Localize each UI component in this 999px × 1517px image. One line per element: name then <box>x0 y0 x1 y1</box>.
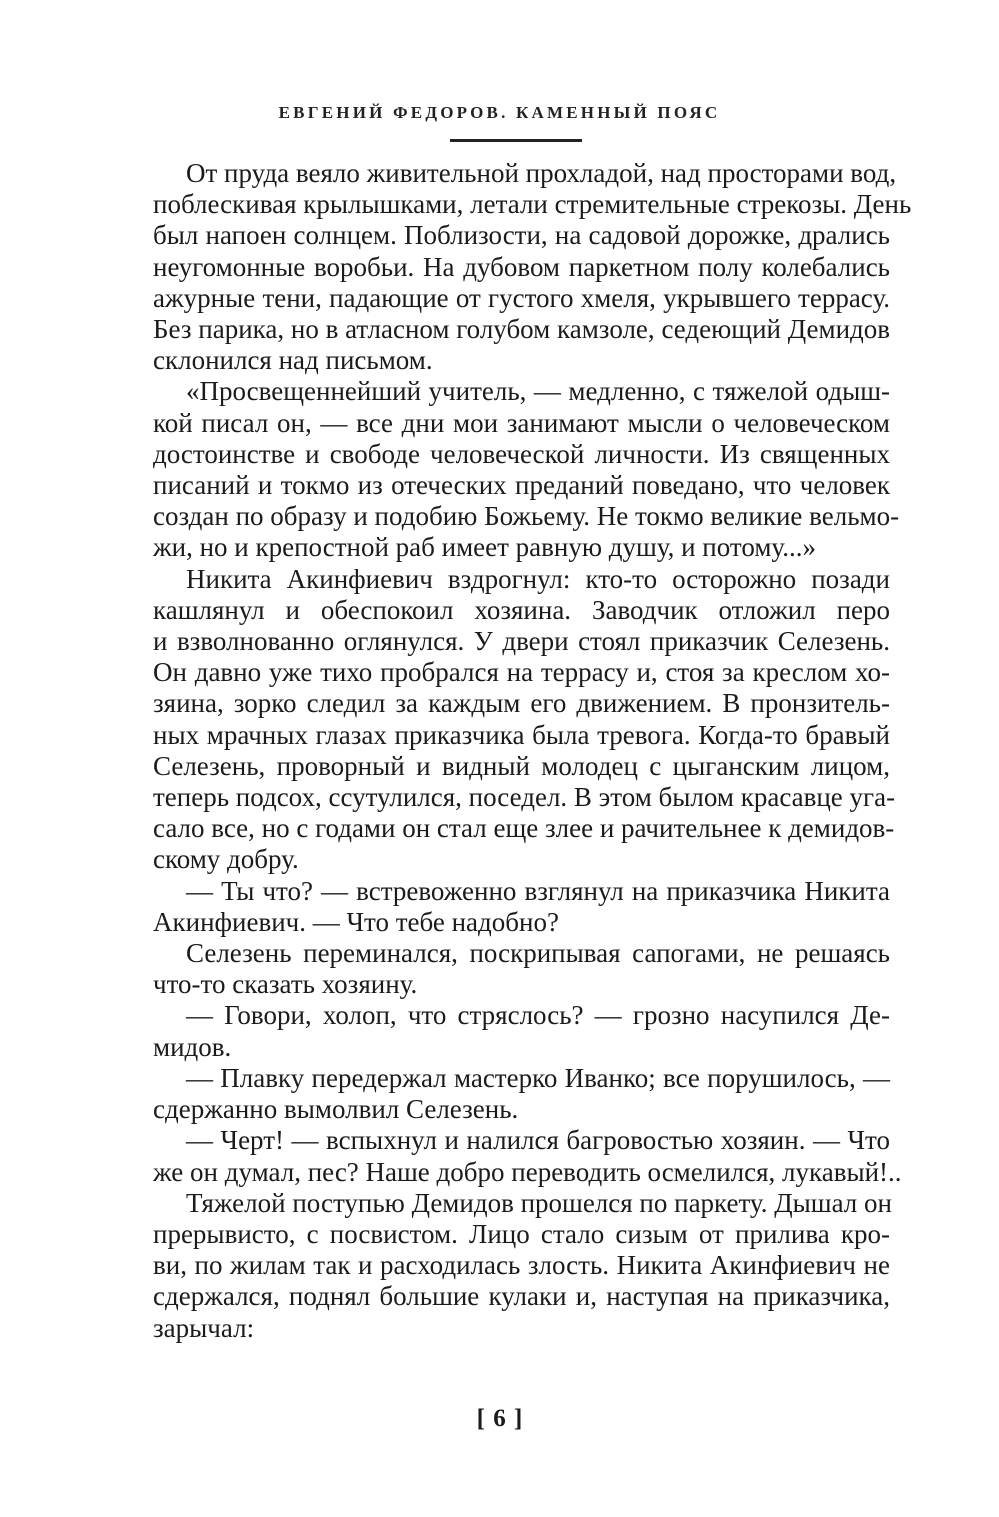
text-line: и взволнованно оглянулся. У двери стоял приказчик Селезень. <box>153 626 890 657</box>
text-line: был напоен солнцем. Поблизости, на садовой дорожке, дрались <box>153 220 890 251</box>
paragraph <box>153 1000 890 1062</box>
paragraph <box>153 1063 890 1125</box>
text-line: достоинстве и свободе человеческой личности. Из священных <box>153 438 890 469</box>
text-line: Без парика, но в атласном голубом камзоле, седеющий Демидов <box>153 314 890 345</box>
body-text <box>153 158 912 1344</box>
paragraph <box>153 563 896 876</box>
text-line: поблескивая крылышками, летали стремительные стрекозы. День <box>153 189 912 220</box>
text-line: сдержанно вымолвил Селезень. <box>153 1094 519 1125</box>
page-number: [ 6 ] <box>476 1405 523 1432</box>
text-line: «Просвещеннейший учитель, — медленно, с тяжелой одыш- <box>186 376 890 407</box>
text-line: писаний и токмо из отеческих преданий поведано, что человек <box>153 470 890 501</box>
text-line: кашлянул и обеспокоил хозяина. Заводчик отложил перо <box>153 594 890 625</box>
paragraph <box>153 1125 902 1187</box>
text-line: ных мрачных глазах приказчика была тревога. Когда-то бравый <box>153 719 890 750</box>
paragraph <box>153 876 890 938</box>
text-line: Селезень, проворный и видный молодец с цыганским лицом, <box>153 750 890 781</box>
text-line: Он давно уже тихо пробрался на террасу и, стоя за креслом хо- <box>153 657 890 688</box>
text-line: ажурные тени, падающие от густого хмеля, укрывшего террасу. <box>153 282 890 313</box>
text-line: ви, по жилам так и расходилась злость. Никита Акинфиевич не <box>153 1250 890 1281</box>
text-line: Селезень переминался, поскрипывая сапогами, не решаясь <box>186 938 890 969</box>
text-line: жи, но и крепостной раб имеет равную душу, и потому...» <box>153 532 816 563</box>
paragraph <box>153 158 912 376</box>
text-line: — Говори, холоп, что стряслось? — грозно насупился Де- <box>186 1000 890 1031</box>
text-line: зяина, зорко следил за каждым его движением. В пронзитель- <box>153 688 890 719</box>
text-line: же он думал, пес? Наше добро переводить осмелился, лукавый!.. <box>153 1156 902 1187</box>
text-line: Тяжелой поступью Демидов прошелся по паркету. Дышал он <box>186 1187 892 1218</box>
text-line: неугомонные воробьи. На дубовом паркетном полу колебались <box>153 251 890 282</box>
paragraph <box>153 938 890 1000</box>
text-line: скому добру. <box>153 844 299 875</box>
text-line: зарычал: <box>153 1312 255 1343</box>
text-line: мидов. <box>153 1031 232 1062</box>
text-line: кой писал он, — все дни мои занимают мысли о человеческом <box>153 407 890 438</box>
text-line: — Черт! — вспыхнул и налился багровостью хозяин. — Что <box>186 1125 890 1156</box>
text-line: склонился над письмом. <box>153 345 433 376</box>
text-line: что-то сказать хозяину. <box>153 969 418 1000</box>
running-head: ЕВГЕНИЙ ФЕДОРОВ. КАМЕННЫЙ ПОЯС <box>278 103 721 122</box>
running-head-rule <box>450 139 582 142</box>
text-line: — Ты что? — встревоженно взглянул на приказчика Никита <box>186 875 890 906</box>
text-line: сало все, но с годами он стал еще злее и рачительнее к демидов- <box>153 813 895 844</box>
text-line: прерывисто, с посвистом. Лицо стало сизым от прилива кро- <box>153 1218 890 1249</box>
text-line: создан по образу и подобию Божьему. Не токмо великие вельмо- <box>153 501 900 532</box>
text-line: От пруда веяло живительной прохладой, над просторами вод, <box>186 158 897 188</box>
text-line: Акинфиевич. — Что тебе надобно? <box>153 906 559 937</box>
paragraph <box>153 1188 890 1344</box>
text-line: сдержался, поднял большие кулаки и, наступая на приказчика, <box>153 1281 890 1312</box>
text-line: теперь подсох, ссутулился, поседел. В этом былом красавце уга- <box>153 782 896 813</box>
paragraph <box>153 376 900 563</box>
text-line: Никита Акинфиевич вздрогнул: кто-то осторожно позади <box>186 563 890 594</box>
text-line: — Плавку передержал мастерко Иванко; все порушилось, — <box>186 1062 890 1093</box>
